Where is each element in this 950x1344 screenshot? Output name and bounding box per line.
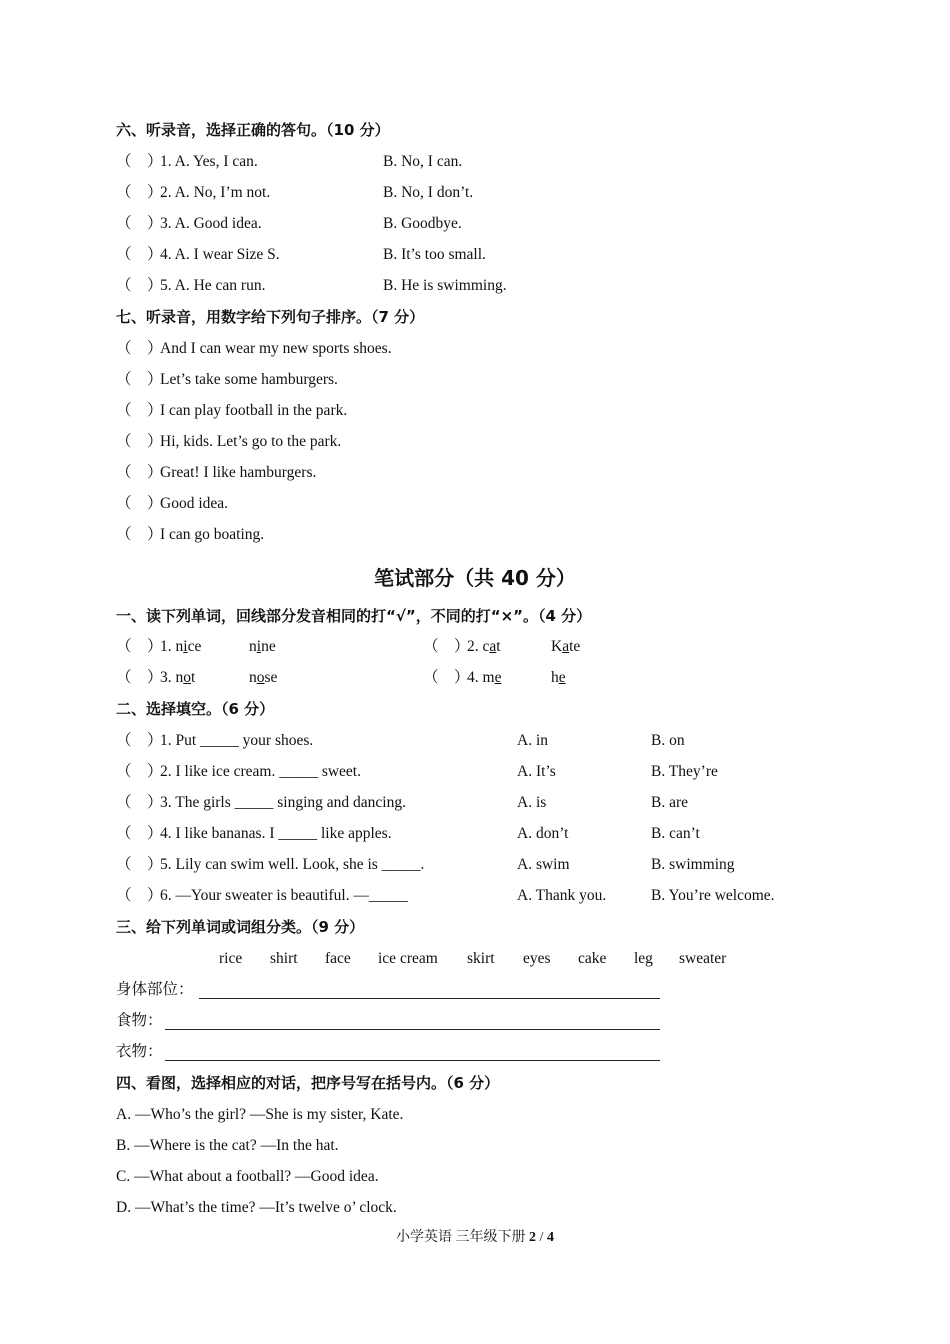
- option-a: 1. A. Yes, I can.: [160, 153, 258, 170]
- option-a: 5. A. He can run.: [160, 277, 266, 294]
- option-b: B. swimming: [651, 856, 735, 873]
- page-number: 2: [529, 1230, 537, 1245]
- word-2: nose: [249, 669, 278, 686]
- sentence-text: I can play football in the park.: [160, 402, 348, 419]
- answer-paren[interactable]: （ ）: [116, 732, 163, 749]
- question-text: 2. I like ice cream. _____ sweet.: [160, 763, 361, 780]
- item-number: 3.: [160, 669, 172, 686]
- page-separator: /: [536, 1230, 547, 1245]
- answer-paren[interactable]: （ ）: [116, 669, 163, 686]
- option-a: A. Thank you.: [517, 887, 607, 904]
- answer-paren[interactable]: （ ）: [116, 856, 163, 873]
- section7-heading: 七、听录音，用数字给下列句子排序。（7 分）: [116, 308, 425, 326]
- word-1: nice: [175, 638, 202, 655]
- sentence-text: I can go boating.: [160, 526, 265, 543]
- option-b: B. They’re: [651, 763, 718, 780]
- option-b: B. can’t: [651, 825, 700, 842]
- answer-paren[interactable]: （ ）: [116, 371, 163, 388]
- question-text: 6. —Your sweater is beautiful. —_____: [160, 887, 408, 904]
- sentence-text: Great! I like hamburgers.: [160, 464, 317, 481]
- answer-line[interactable]: [165, 1029, 660, 1030]
- phonics-item: [116, 635, 201, 659]
- choice-row: [116, 791, 406, 815]
- category-label: 身体部位：: [116, 981, 194, 998]
- option-b: B. You’re welcome.: [651, 887, 775, 904]
- phonics-item: [116, 666, 195, 690]
- dialogue-option: D. —What’s the time? —It’s twelve o’ clock.: [116, 1199, 397, 1216]
- word-bank-item: shirt: [270, 950, 298, 967]
- phonics-item: [423, 666, 501, 690]
- section1-heading: 一、读下列单词，回线部分发音相同的打“√”，不同的打“×”。（4 分）: [116, 607, 592, 625]
- section4-heading: 四、看图，选择相应的对话，把序号写在括号内。（6 分）: [116, 1074, 500, 1092]
- page-footer: [0, 1226, 950, 1246]
- option-b: B. He is swimming.: [383, 277, 507, 294]
- answer-paren[interactable]: （ ）: [423, 669, 470, 686]
- option-a: 3. A. Good idea.: [160, 215, 262, 232]
- sentence-text: And I can wear my new sports shoes.: [160, 340, 392, 357]
- sentence-row: [116, 492, 228, 516]
- word-1: me: [482, 669, 502, 686]
- answer-paren[interactable]: （ ）: [116, 433, 163, 450]
- sentence-text: Good idea.: [160, 495, 229, 512]
- answer-paren[interactable]: （ ）: [116, 340, 163, 357]
- question-row: [116, 243, 280, 267]
- section3-heading: 三、给下列单词或词组分类。（9 分）: [116, 918, 365, 936]
- word-bank-item: rice: [219, 950, 243, 967]
- question-text: 1. Put _____ your shoes.: [160, 732, 314, 749]
- answer-paren[interactable]: （ ）: [116, 794, 163, 811]
- dialogue-option: B. —Where is the cat? —In the hat.: [116, 1137, 339, 1154]
- word-2: Kate: [551, 638, 581, 655]
- option-a: 2. A. No, I’m not.: [160, 184, 271, 201]
- word-bank-item: eyes: [523, 950, 551, 967]
- question-row: [116, 274, 265, 298]
- answer-paren[interactable]: （ ）: [423, 638, 470, 655]
- option-b: B. are: [651, 794, 689, 811]
- option-a: A. in: [517, 732, 548, 749]
- answer-paren[interactable]: （ ）: [116, 887, 163, 904]
- answer-paren[interactable]: （ ）: [116, 153, 163, 170]
- category-label: 食物：: [116, 1012, 163, 1029]
- item-number: 4.: [467, 669, 479, 686]
- sentence-row: [116, 523, 264, 547]
- word-2: nine: [249, 638, 276, 655]
- word-bank-item: sweater: [679, 950, 727, 967]
- dialogue-option: C. —What about a football? —Good idea.: [116, 1168, 379, 1185]
- sentence-row: [116, 461, 316, 485]
- item-number: 1.: [160, 638, 172, 655]
- item-number: 2.: [467, 638, 479, 655]
- choice-row: [116, 760, 361, 784]
- dialogue-option: A. —Who’s the girl? —She is my sister, Kate.: [116, 1106, 404, 1123]
- question-row: [116, 181, 270, 205]
- option-a: 4. A. I wear Size S.: [160, 246, 280, 263]
- category-label: 衣物：: [116, 1043, 163, 1060]
- sentence-row: [116, 399, 347, 423]
- answer-line[interactable]: [165, 1060, 660, 1061]
- footer-subject: 小学英语 三年级下册: [396, 1230, 526, 1245]
- word-bank-item: ice cream: [378, 950, 438, 967]
- sentence-row: [116, 368, 338, 392]
- choice-row: [116, 853, 424, 877]
- answer-paren[interactable]: （ ）: [116, 638, 163, 655]
- answer-paren[interactable]: （ ）: [116, 495, 163, 512]
- written-part-title: 笔试部分（共 40 分）: [374, 566, 576, 590]
- question-text: 3. The girls _____ singing and dancing.: [160, 794, 406, 811]
- option-b: B. Goodbye.: [383, 215, 462, 232]
- answer-paren[interactable]: （ ）: [116, 246, 163, 263]
- question-text: 5. Lily can swim well. Look, she is _____.: [160, 856, 425, 873]
- option-a: A. is: [517, 794, 547, 811]
- answer-paren[interactable]: （ ）: [116, 215, 163, 232]
- section6-heading: 六、听录音，选择正确的答句。（10 分）: [116, 121, 390, 139]
- answer-paren[interactable]: （ ）: [116, 464, 163, 481]
- choice-row: [116, 822, 392, 846]
- answer-paren[interactable]: （ ）: [116, 184, 163, 201]
- word-bank-item: cake: [578, 950, 607, 967]
- phonics-item: [423, 635, 501, 659]
- answer-paren[interactable]: （ ）: [116, 277, 163, 294]
- sentence-row: [116, 430, 341, 454]
- choice-row: [116, 884, 408, 908]
- answer-line[interactable]: [199, 998, 660, 999]
- answer-paren[interactable]: （ ）: [116, 526, 163, 543]
- sentence-row: [116, 337, 392, 361]
- question-text: 4. I like bananas. I _____ like apples.: [160, 825, 392, 842]
- option-a: A. don’t: [517, 825, 569, 842]
- section2-heading: 二、选择填空。（6 分）: [116, 700, 275, 718]
- option-a: A. It’s: [517, 763, 556, 780]
- word-1: not: [175, 669, 196, 686]
- answer-paren[interactable]: （ ）: [116, 402, 163, 419]
- question-row: [116, 150, 258, 174]
- word-bank-item: leg: [634, 950, 653, 967]
- question-row: [116, 212, 262, 236]
- word-bank-item: skirt: [467, 950, 495, 967]
- sentence-text: Hi, kids. Let’s go to the park.: [160, 433, 342, 450]
- option-b: B. It’s too small.: [383, 246, 486, 263]
- choice-row: [116, 729, 313, 753]
- option-b: B. No, I can.: [383, 153, 463, 170]
- page-total: 4: [546, 1230, 554, 1245]
- answer-paren[interactable]: （ ）: [116, 763, 163, 780]
- word-2: he: [551, 669, 566, 686]
- word-bank-item: face: [325, 950, 351, 967]
- sentence-text: Let’s take some hamburgers.: [160, 371, 338, 388]
- word-1: cat: [482, 638, 501, 655]
- answer-paren[interactable]: （ ）: [116, 825, 163, 842]
- option-a: A. swim: [517, 856, 570, 873]
- option-b: B. No, I don’t.: [383, 184, 474, 201]
- option-b: B. on: [651, 732, 685, 749]
